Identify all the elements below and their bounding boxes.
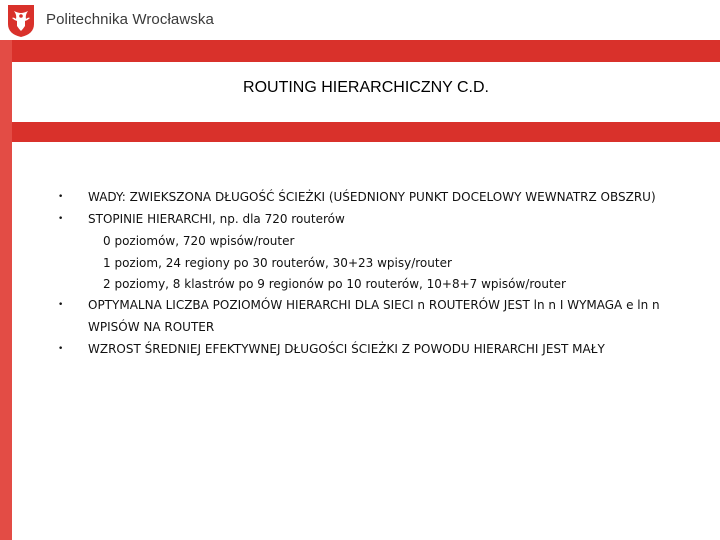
bullet-item-drawbacks: WADY: ZWIEKSZONA DŁUGOŚĆ ŚCIEŻKI (UŚEDNIONY PUNKT DOCELOWY WEWNATRZ OBSZRU) (88, 190, 656, 204)
bullet-marker: • (58, 300, 64, 310)
bullet-marker: • (58, 192, 64, 202)
bullet-item-optimal-levels: OPTYMALNA LICZBA POZIOMÓW HIERARCHI DLA SIECI n ROUTERÓW JEST ln n I WYMAGA e ln n (88, 298, 660, 312)
sub-item-two-levels: 2 poziomy, 8 klastrów po 9 regionów po 10 routerów, 10+8+7 wpisów/router (103, 277, 566, 291)
eagle-crest-icon (7, 4, 35, 38)
bullet-item-hierarchy-levels: STOPINIE HIERARCHI, np. dla 720 routerów (88, 212, 345, 226)
organization-name: Politechnika Wrocławska (46, 11, 214, 28)
bullet-item-optimal-levels-continued: WPISÓW NA ROUTER (88, 320, 215, 334)
bullet-marker: • (58, 344, 64, 354)
slide-title: ROUTING HIERARCHICZNY C.D. (243, 79, 489, 96)
header-bar (0, 0, 720, 40)
banner-side-strip (0, 40, 12, 142)
sub-item-one-level: 1 poziom, 24 regiony po 30 routerów, 30+23 wpisy/router (103, 256, 452, 270)
left-side-strip (0, 142, 12, 540)
slide-content (12, 142, 720, 540)
bullet-item-path-length-increase: WZROST ŚREDNIEJ EFEKTYWNEJ DŁUGOŚCI ŚCIEŻKI Z POWODU HIERARCHI JEST MAŁY (88, 342, 605, 356)
bullet-marker: • (58, 214, 64, 224)
title-box (12, 62, 720, 122)
sub-item-zero-levels: 0 poziomów, 720 wpisów/router (103, 234, 295, 248)
